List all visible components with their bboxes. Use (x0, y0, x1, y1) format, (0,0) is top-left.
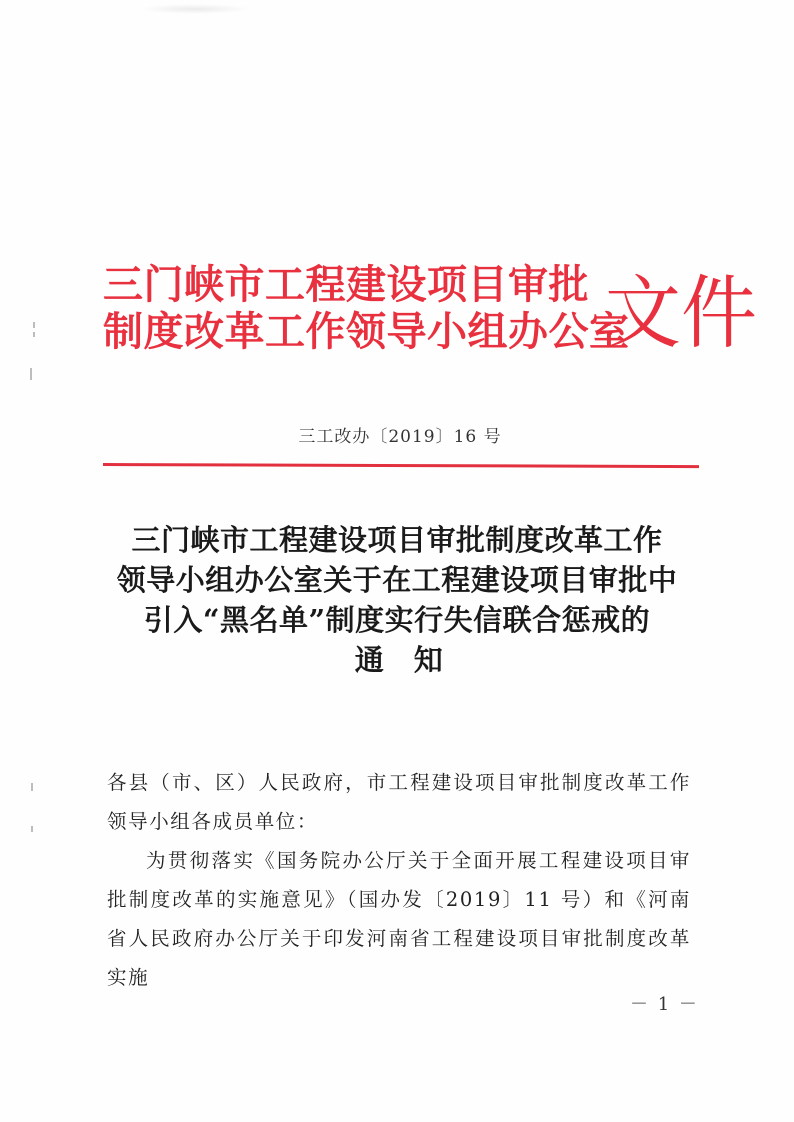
scan-smudge (140, 4, 250, 14)
margin-mark (31, 783, 33, 791)
document-body (107, 763, 691, 997)
title-line: 引入“黑名单”制度实行失信联合惩戒的 (143, 603, 651, 637)
issuer-name-line-1: 三门峡市工程建设项目审批 (103, 261, 589, 308)
document-number: 三工改办〔2019〕16 号 (298, 427, 502, 447)
document-header (103, 261, 757, 362)
red-divider-line (103, 463, 699, 468)
body-paragraph: 为贯彻落实《国务院办公厅关于全面开展工程建设项目审批制度改革的实施意见》（国办发〔2019〕11 号）和《河南省人民政府办公厅关于印发河南省工程建设项目审批制度改革实施 (107, 849, 691, 989)
title-line: 领导小组办公室关于在工程建设项目审批中 (116, 563, 678, 597)
issuer-name-line-2: 制度改革工作领导小组办公室 (103, 308, 630, 355)
margin-mark (33, 322, 35, 328)
margin-mark (33, 332, 35, 337)
margin-mark (31, 826, 33, 832)
page-number: － 1 － (630, 994, 699, 1015)
salutation: 各县（市、区）人民政府，市工程建设项目审批制度改革工作领导小组各成员单位： (107, 771, 691, 833)
title-line: 三门峡市工程建设项目审批制度改革工作 (131, 523, 663, 557)
margin-mark (30, 368, 32, 380)
document-type-label: 文件 (605, 265, 757, 360)
title-line: 通 知 (354, 643, 444, 677)
document-title (0, 520, 794, 680)
